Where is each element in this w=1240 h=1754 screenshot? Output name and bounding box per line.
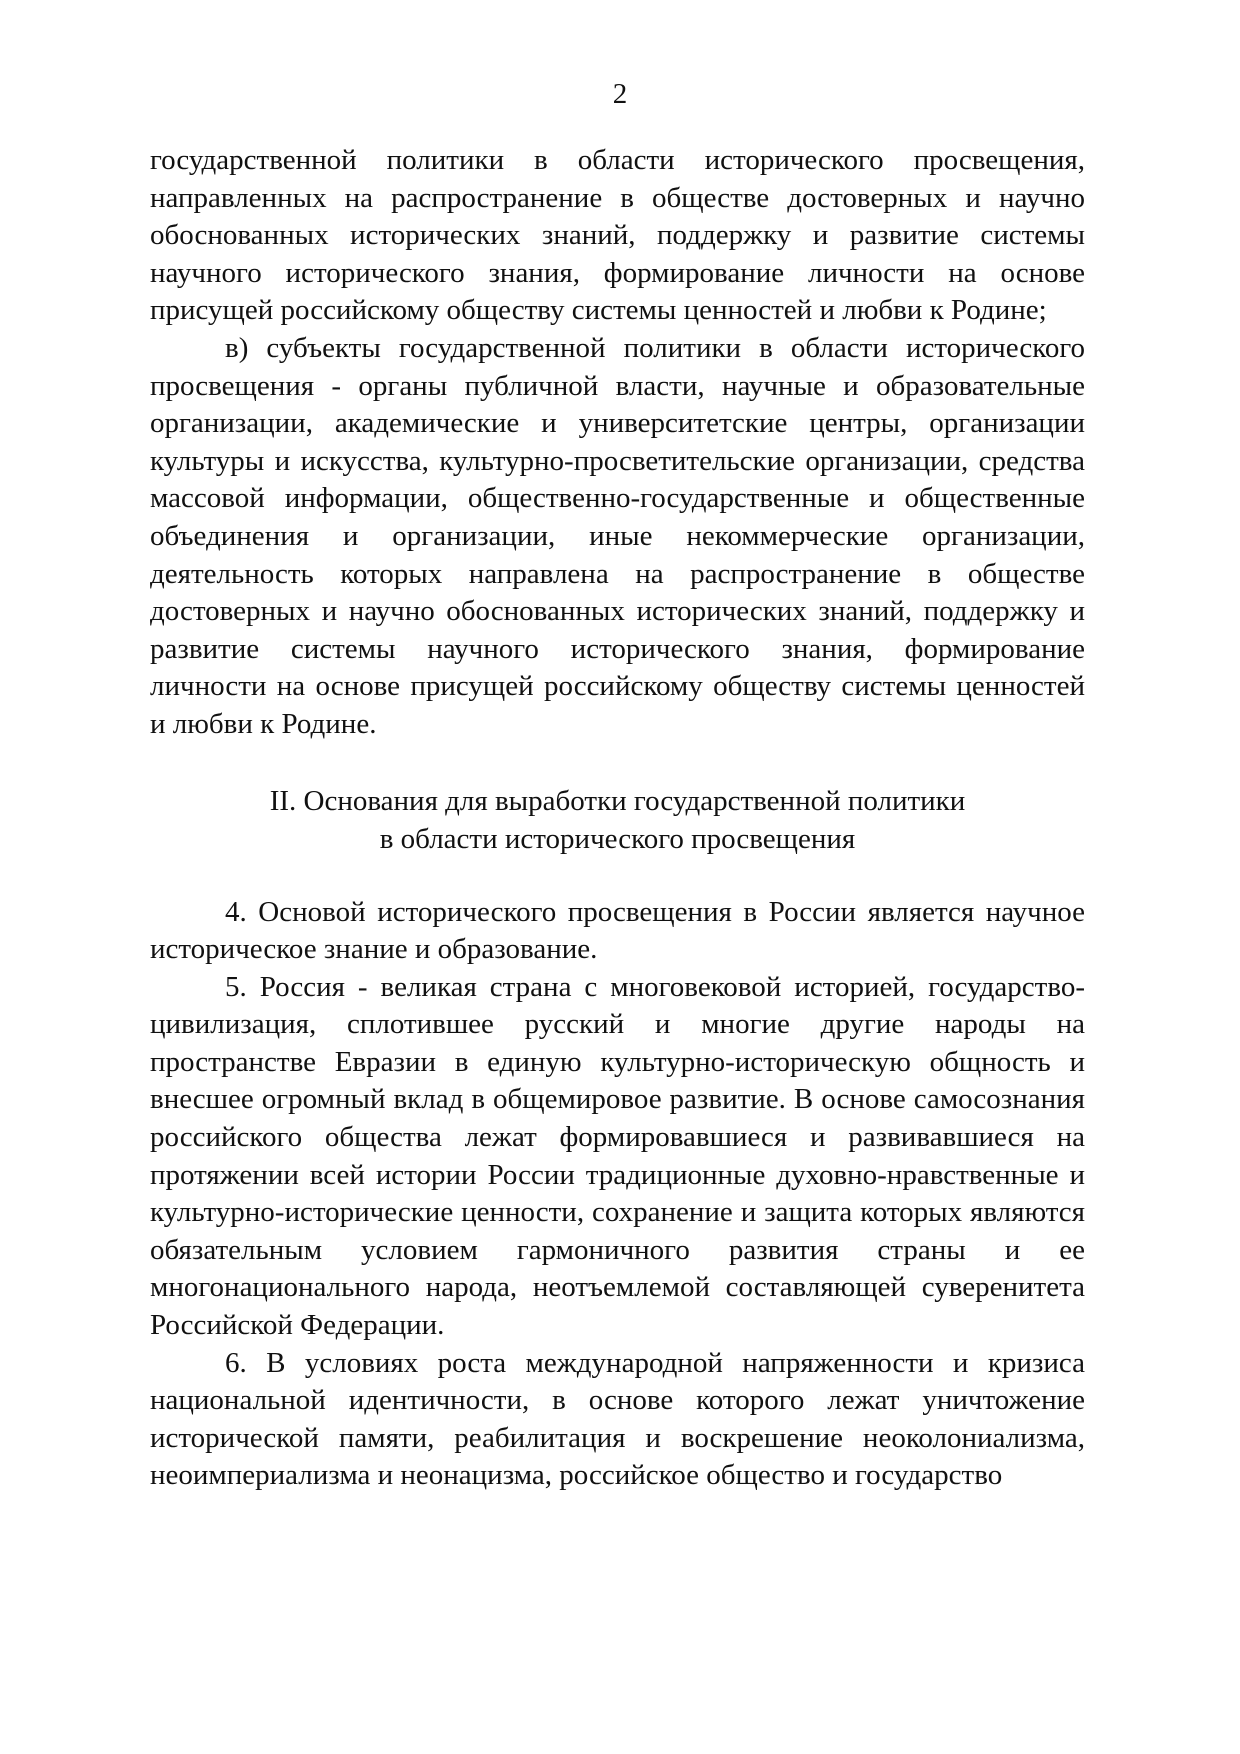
paragraph-continuation: государственной политики в области исторического просвещения, направленных на распространение в обществе достоверных и научно обоснованных исторических знаний, поддержку и развитие системы научного исторического знания, формирование личности на основе присущей российскому обществу системы ценностей и любви к Родине; [150,144,1085,327]
section-heading-line-1: II. Основания для выработки государственной политики [269,784,966,817]
paragraph-subpoint-v: в) субъекты государственной политики в области исторического просвещения - органы публичной власти, научные и образовательные организации, академические и университетские центры, организации культуры и искусства, культурно-просветительские организации, средства массовой информации, общественно-государственные и общественные объединения и организации, иные некоммерческие организации, деятельность которых направлена на распространение в обществе достоверных и научно обоснованных исторических знаний, поддержку и развитие системы научного исторического знания, формирование личности на основе присущей российскому обществу системы ценностей и любви к Родине. [150,331,1085,740]
document-body [150,142,1085,1495]
section-heading [150,782,1085,858]
paragraph-item-6: 6. В условиях роста международной напряженности и кризиса национальной идентичности, в основе которого лежат уничтожение исторической памяти, реабилитация и воскрешение неоколониализма, неоимпериализма и неонацизма, российское общество и государство [150,1346,1085,1492]
page-number: 2 [612,78,628,110]
paragraph-item-5: 5. Россия - великая страна с многовековой историей, государство-цивилизация, сплотившее русский и многие другие народы на пространстве Евразии в единую культурно-историческую общность и внесшее огромный вклад в общемировое развитие. В основе самосознания российского общества лежат формировавшиеся и развивавшиеся на протяжении всей истории России традиционные духовно-нравственные и культурно-исторические ценности, сохранение и защита которых являются обязательным условием гармоничного развития страны и ее многонационального народа, неотъемлемой составляющей суверенитета Российской Федерации. [150,970,1085,1342]
section-heading-line-2: в области исторического просвещения [379,822,856,855]
paragraph-item-4: 4. Основой исторического просвещения в России является научное историческое знание и образование. [150,895,1085,966]
